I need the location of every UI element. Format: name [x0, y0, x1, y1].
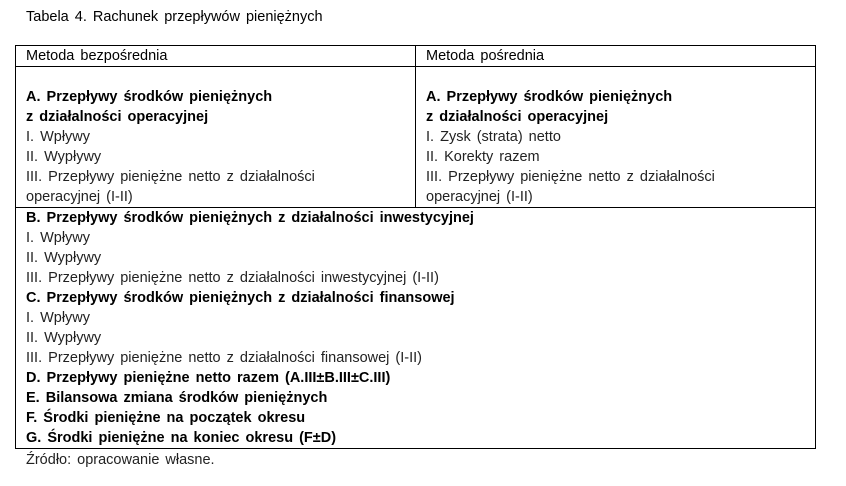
indirect-item-adjustments: II. Korekty razem — [426, 149, 540, 165]
summary-balance-change: E. Bilansowa zmiana środków pieniężnych — [26, 390, 328, 406]
financing-item-outflows: II. Wypływy — [26, 330, 102, 346]
indirect-operating-title-1: A. Przepływy środków pieniężnych — [426, 89, 673, 105]
direct-operating-title-1: A. Przepływy środków pieniężnych — [26, 89, 273, 105]
spacer — [426, 67, 815, 87]
header-indirect-label: Metoda pośrednia — [426, 48, 545, 64]
indirect-item-net-2: operacyjnej (I-II) — [426, 189, 533, 205]
direct-item-net-1: III. Przepływy pieniężne netto z działalności — [26, 169, 315, 185]
header-direct-method — [16, 46, 416, 67]
other-activities-row — [16, 208, 816, 449]
investing-title: B. Przepływy środków pieniężnych z działalności inwestycyjnej — [26, 210, 474, 226]
table-caption: Tabela 4. Rachunek przepływów pieniężnych — [26, 9, 323, 25]
investing-item-outflows: II. Wypływy — [26, 250, 102, 266]
financing-title: C. Przepływy środków pieniężnych z działalności finansowej — [26, 290, 455, 306]
summary-net-total: D. Przepływy pieniężne netto razem (A.III±B.III±C.III) — [26, 370, 391, 386]
spacer — [26, 67, 415, 87]
summary-opening-cash: F. Środki pieniężne na początek okresu — [26, 410, 306, 426]
direct-operating-cell — [16, 67, 416, 208]
financing-item-net: III. Przepływy pieniężne netto z działalności finansowej (I-II) — [26, 350, 423, 366]
table-header-row — [16, 46, 816, 67]
financing-item-inflows: I. Wpływy — [26, 310, 91, 326]
header-direct-label: Metoda bezpośrednia — [26, 48, 168, 64]
cash-flow-table — [15, 45, 816, 449]
indirect-operating-title-2: z działalności operacyjnej — [426, 109, 609, 125]
investing-item-inflows: I. Wpływy — [26, 230, 91, 246]
operating-activities-row — [16, 67, 816, 208]
indirect-operating-cell — [416, 67, 816, 208]
direct-item-inflows: I. Wpływy — [26, 129, 91, 145]
summary-closing-cash: G. Środki pieniężne na koniec okresu (F±D) — [26, 430, 337, 446]
indirect-item-net-1: III. Przepływy pieniężne netto z działalności — [426, 169, 715, 185]
investing-item-net: III. Przepływy pieniężne netto z działalności inwestycyjnej (I-II) — [26, 270, 439, 286]
investing-financing-summary-cell — [16, 208, 816, 449]
direct-item-outflows: II. Wypływy — [26, 149, 102, 165]
direct-operating-title-2: z działalności operacyjnej — [26, 109, 209, 125]
indirect-item-profit: I. Zysk (strata) netto — [426, 129, 561, 145]
header-indirect-method — [416, 46, 816, 67]
source-note: Źródło: opracowanie własne. — [26, 452, 215, 468]
direct-item-net-2: operacyjnej (I-II) — [26, 189, 133, 205]
